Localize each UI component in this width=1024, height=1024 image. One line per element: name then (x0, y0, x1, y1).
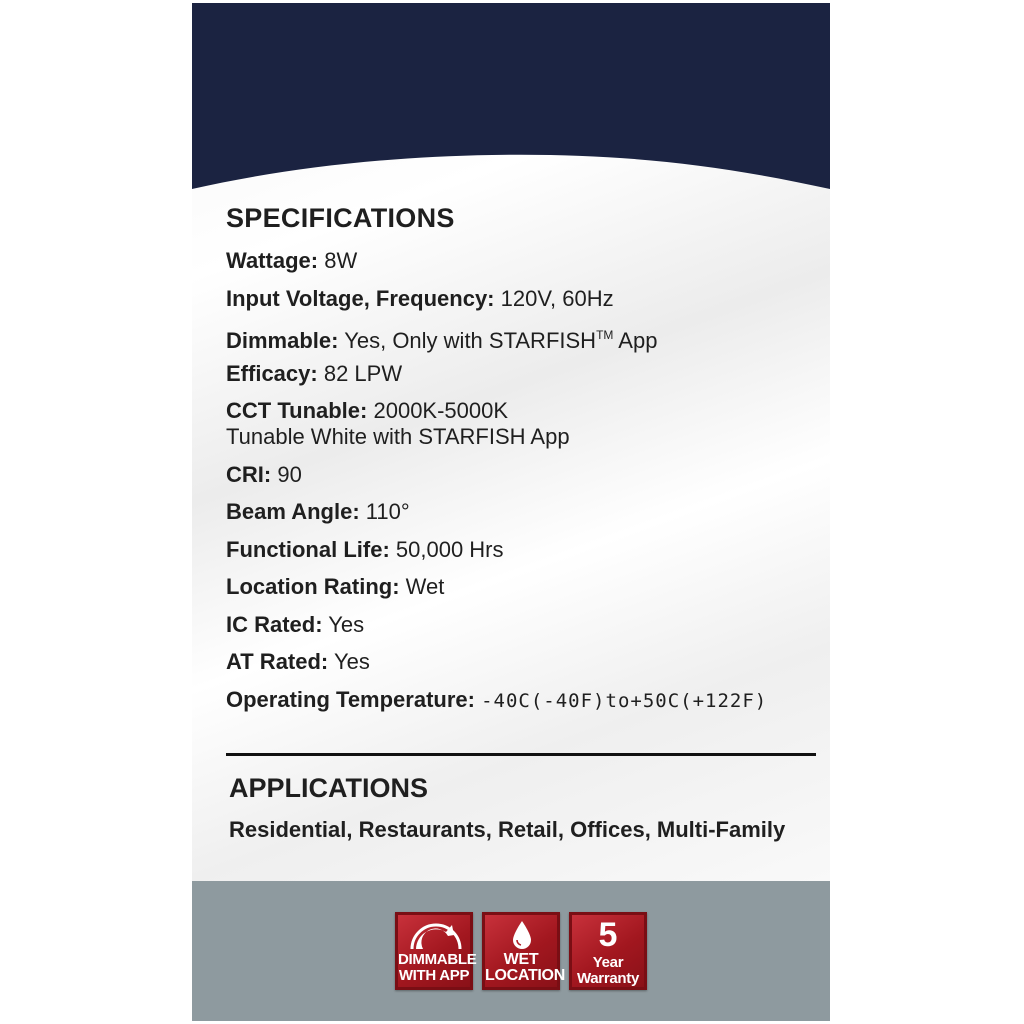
spec-label: Operating Temperature: (226, 686, 475, 712)
spec-row-efficacy (226, 355, 826, 393)
badge-line-1: Year (592, 954, 624, 971)
spec-value: 82 LPW (323, 360, 403, 386)
section-divider (226, 753, 816, 756)
spec-value: 8W (324, 248, 358, 273)
badge-line-2: LOCATION (485, 967, 565, 984)
spec-value: Yes, Only with STARFISH (344, 328, 597, 353)
spec-row-beam-angle (226, 493, 826, 531)
spec-value: -40C(-40F)to+50C(+122F) (481, 689, 768, 712)
spec-row-input-voltage (226, 280, 826, 318)
wet-location-badge (482, 912, 565, 990)
spec-row-location-rating (226, 568, 826, 606)
applications-heading: APPLICATIONS (229, 773, 429, 803)
spec-label: Dimmable: (226, 328, 339, 353)
spec-row-dimmable (226, 317, 826, 355)
specifications-heading: SPECIFICATIONS (226, 203, 455, 233)
spec-value-suffix: App (618, 328, 658, 353)
spec-value: Wet (405, 574, 445, 599)
spec-label: Wattage: (226, 248, 319, 273)
badge-text (485, 951, 565, 984)
spec-label: Beam Angle: (226, 499, 360, 524)
spec-label: AT Rated: (226, 649, 329, 674)
badge-line-1: WET (503, 951, 539, 968)
badge-text (572, 955, 644, 987)
spec-row-at-rated (226, 643, 826, 681)
applications-list: Residential, Restaurants, Retail, Offices, Multi-Family (229, 817, 786, 842)
water-drop-icon (511, 920, 533, 955)
spec-label: CCT Tunable: (226, 398, 368, 423)
spec-value: Tunable White with STARFISH App (226, 423, 570, 449)
spec-label: Input Voltage, Frequency: (226, 285, 495, 311)
badge-line-1: DIMMABLE (398, 951, 477, 968)
spec-label: Efficacy: (226, 360, 318, 386)
spec-row-operating-temperature (226, 681, 826, 719)
trademark-mark: TM (596, 328, 614, 342)
header-band (192, 3, 830, 203)
spec-label: Location Rating: (226, 574, 400, 599)
warranty-years: 5 (598, 916, 618, 954)
spec-value: Yes (333, 649, 370, 674)
spec-value: 90 (277, 461, 302, 487)
spec-row-functional-life (226, 531, 826, 569)
product-spec-card (192, 3, 830, 1021)
spec-label: IC Rated: (226, 611, 323, 637)
badge-text (398, 951, 477, 984)
spec-value: 2000K-5000K (373, 398, 509, 423)
spec-row-cri (226, 456, 826, 494)
spec-label: CRI: (226, 461, 272, 487)
spec-label: Functional Life: (226, 536, 390, 562)
spec-row-wattage (226, 242, 826, 280)
spec-row-ic-rated (226, 606, 826, 644)
spec-value: Yes (328, 611, 365, 637)
spec-value: 110° (365, 499, 410, 524)
spec-value: 120V, 60Hz (500, 285, 614, 311)
spec-value: 50,000 Hrs (395, 536, 504, 562)
badge-line-2: Warranty (576, 970, 640, 987)
specifications-list (226, 242, 826, 718)
five-year-warranty-badge (569, 912, 647, 990)
badge-line-2: WITH APP (398, 967, 470, 984)
spec-row-cct-note (226, 424, 826, 456)
dimmable-with-app-badge (395, 912, 477, 990)
